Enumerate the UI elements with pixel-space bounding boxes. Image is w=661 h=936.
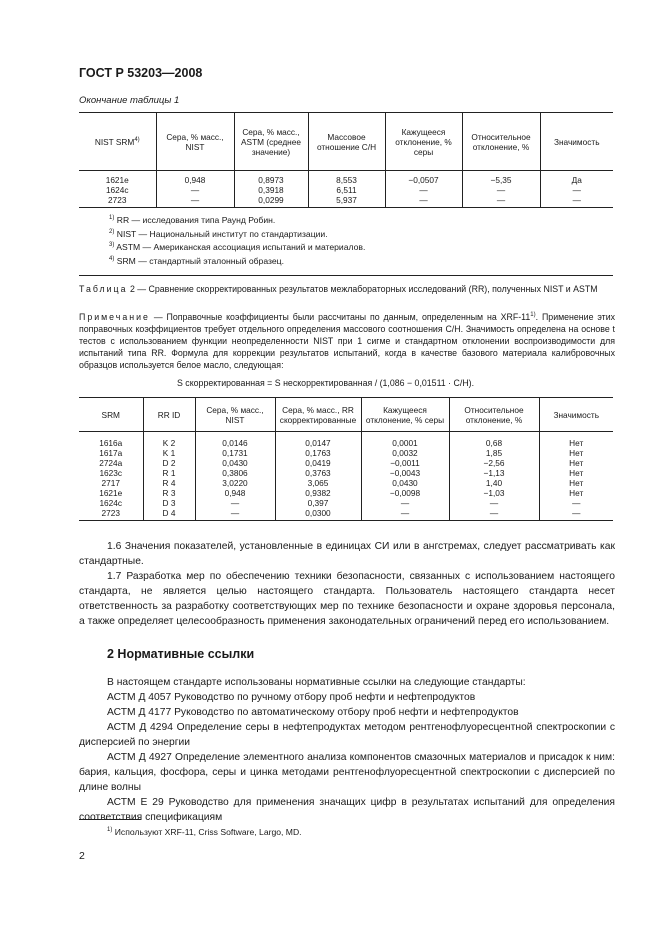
table-row bbox=[79, 185, 613, 195]
table-cell: 0,1731 bbox=[195, 448, 275, 458]
table2-header-cell: SRM bbox=[79, 398, 143, 432]
table-cell: R 4 bbox=[143, 478, 195, 488]
table1-footnote: $^{4)}$ SRM — стандартный эталонный образец. bbox=[109, 255, 284, 266]
table-cell: 0,0032 bbox=[361, 448, 449, 458]
table-cell: — bbox=[540, 195, 613, 208]
reference-item: АСТМ Е 29 Руководство для применения значащих цифр в результатах испытаний для определения соответствия спецификациям bbox=[79, 797, 615, 823]
table-cell: 0,0300 bbox=[275, 508, 361, 521]
table-cell: R 1 bbox=[143, 468, 195, 478]
table1-footnote: $^{3)}$ ASTM — Американская ассоциация испытаний и материалов. bbox=[109, 242, 366, 252]
normative-references bbox=[79, 675, 615, 825]
table-cell: 8,553 bbox=[308, 171, 385, 186]
section-2-title: 2 Нормативные ссылки bbox=[107, 647, 255, 661]
reference-item: АСТМ Д 4177 Руководство по автоматическому отбору проб нефти и нефтепродуктов bbox=[107, 707, 519, 718]
table-cell: 6,511 bbox=[308, 185, 385, 195]
table-cell: K 2 bbox=[143, 432, 195, 449]
table-cell: D 2 bbox=[143, 458, 195, 468]
table-cell: −1,13 bbox=[449, 468, 539, 478]
correction-formula: S скорректированная = S нескорректированная / (1,086 − 0,01511 · C/H). bbox=[177, 378, 475, 388]
table-cell: — bbox=[462, 195, 540, 208]
table1-footnotes bbox=[79, 208, 613, 276]
table-cell: −2,56 bbox=[449, 458, 539, 468]
table-cell: — bbox=[156, 195, 234, 208]
table-cell: 1624c bbox=[99, 498, 123, 508]
table2-header-cell: RR ID bbox=[143, 398, 195, 432]
reference-item: АСТМ Д 4294 Определение серы в нефтепродуктах методом рентгенофлуоресцентной спектроскопии с дисперсией по энергии bbox=[79, 722, 615, 748]
table-cell: R 3 bbox=[143, 488, 195, 498]
table-cell: 2724a bbox=[99, 458, 123, 468]
table2-header-cell: Значимость bbox=[539, 398, 613, 432]
table-cell: Нет bbox=[539, 468, 613, 478]
table-cell: 0,1763 bbox=[275, 448, 361, 458]
table-cell: 1623c bbox=[99, 468, 123, 478]
table-cell: 2723 bbox=[79, 508, 143, 521]
table-cell: −0,0507 bbox=[385, 171, 462, 186]
table-row bbox=[79, 508, 613, 521]
table1-footnote: $^{2)}$ NIST — Национальный институт по стандартизации. bbox=[109, 228, 328, 239]
table1-header-cell: Кажущееся отклонение, % серы bbox=[385, 113, 462, 171]
table-cell: 1624c bbox=[105, 185, 129, 195]
table-cell: 0,0419 bbox=[275, 458, 361, 468]
table-cell: −5,35 bbox=[462, 171, 540, 186]
table-cell: — bbox=[361, 508, 449, 521]
document-header: ГОСТ Р 53203—2008 bbox=[79, 66, 203, 80]
paragraph-1-7: 1.7 Разработка мер по обеспечению техники безопасности, связанных с использованием настоящего стандарта, не является целью настоящего стандарта. Пользователь настоящего стандарта несет ответственность за разработку соответствующих мер по технике безопасности и охране здоровья персонала, а также определяет целесообразность применения законодательных ограничений перед его использованием. bbox=[79, 571, 615, 627]
table-cell: 3,0220 bbox=[195, 478, 275, 488]
table-cell: 2723 bbox=[79, 195, 156, 208]
table-cell: Нет bbox=[539, 432, 613, 449]
table-cell: D 4 bbox=[143, 508, 195, 521]
table1-footnote: $^{1)}$ RR — исследования типа Раунд Робин. bbox=[109, 215, 276, 225]
table-cell: 0,0430 bbox=[361, 478, 449, 488]
table-cell: — bbox=[539, 508, 613, 521]
table-cell: Нет bbox=[539, 478, 613, 488]
reference-item: АСТМ Д 4927 Определение элементного анализа компонентов смазочных материалов и присадок к ним: бария, кальция, фосфора, серы и цинка методами рентгенофлуоресцентной спектроскопии с дисперсией по длине волны bbox=[79, 752, 615, 793]
table-cell: K 1 bbox=[143, 448, 195, 458]
table1-body bbox=[79, 171, 613, 208]
page-footnote: $^{1)}$ Используют XRF-11, Criss Software, Largo, MD. bbox=[107, 827, 302, 837]
table-cell: — bbox=[540, 185, 613, 195]
table-cell: Нет bbox=[539, 488, 613, 498]
table-cell: 0,68 bbox=[449, 432, 539, 449]
table1-header-cell: Относительное отклонение, % bbox=[462, 113, 540, 171]
table-cell: 2717 bbox=[101, 478, 120, 488]
table-cell: 0,0299 bbox=[234, 195, 308, 208]
table2-header-cell: Сера, % масс., NIST bbox=[195, 398, 275, 432]
page-number: 2 bbox=[79, 850, 85, 862]
table-cell: — bbox=[361, 498, 449, 508]
table-cell: — bbox=[385, 195, 462, 208]
table-cell: — bbox=[449, 508, 539, 521]
table-cell: 0,948 bbox=[156, 171, 234, 186]
table2-header-cell: Кажущееся отклонение, % серы bbox=[361, 398, 449, 432]
table-cell: Нет bbox=[539, 458, 613, 468]
table-cell: — bbox=[195, 498, 275, 508]
table-cell: — bbox=[449, 498, 539, 508]
table-row bbox=[79, 171, 613, 186]
table2-caption: Таблица 2 — Сравнение скорректированных результатов межлабораторных исследований (RR), полученных NIST и ASTM bbox=[79, 284, 598, 294]
table2-note: Примечание — Поправочные коэффициенты были рассчитаны по данным, определенным на XRF-11$^{1)}$. Применение этих поправочных коэффициентов требует отдельного определения массового соотношения C/H. Значимость определена на основе t тестов с использованием функции неопределенности NIST при 1 сигме и стандартном отклонении воспроизводимости для испытаний типа RR. Формула для коррекции результатов испытаний, когда в качестве базового материала калибровочных образцов используется белое масло, следующая: bbox=[79, 312, 616, 370]
table2-body bbox=[79, 432, 613, 521]
table-cell: — bbox=[385, 185, 462, 195]
table1-header-row bbox=[79, 113, 613, 171]
table-cell: −0,0043 bbox=[361, 468, 449, 478]
table-cell: 3,065 bbox=[275, 478, 361, 488]
table-cell: 0,948 bbox=[195, 488, 275, 498]
table1-header-cell: Сера, % масс., NIST bbox=[156, 113, 234, 171]
table-cell: 0,3763 bbox=[275, 468, 361, 478]
table-cell: 5,937 bbox=[308, 195, 385, 208]
table-row bbox=[79, 488, 613, 498]
table1-header-cell: Сера, % масс., ASTM (среднее значение) bbox=[234, 113, 308, 171]
table-cell: 1621e bbox=[105, 175, 129, 185]
table-cell: 1617a bbox=[99, 448, 123, 458]
footnote-divider bbox=[79, 819, 141, 820]
table2-header-cell: Сера, % масс., RR скорректированные bbox=[275, 398, 361, 432]
table-cell: Да bbox=[540, 171, 613, 186]
table-row bbox=[79, 458, 613, 468]
table-row bbox=[79, 498, 613, 508]
table-cell: — bbox=[462, 185, 540, 195]
table-cell: 1,40 bbox=[449, 478, 539, 488]
table1-header-cell: Значимость bbox=[540, 113, 613, 171]
table-cell: D 3 bbox=[143, 498, 195, 508]
table1-header-cell: NIST SRM$^{4)}$ bbox=[79, 113, 156, 171]
table-row bbox=[79, 478, 613, 488]
table-row bbox=[79, 468, 613, 478]
table-cell: 1616a bbox=[99, 438, 123, 448]
table2-header-cell: Относительное отклонение, % bbox=[449, 398, 539, 432]
paragraph-1-6: 1.6 Значения показателей, установленные в единицах СИ или в ангстремах, следует рассматривать как стандартные. bbox=[79, 541, 615, 567]
table2 bbox=[79, 397, 613, 521]
table-cell: 0,0146 bbox=[195, 432, 275, 449]
table-cell: 1621e bbox=[99, 488, 123, 498]
table-cell: 0,0430 bbox=[195, 458, 275, 468]
table1 bbox=[79, 112, 613, 276]
references-intro: В настоящем стандарте использованы нормативные ссылки на следующие стандарты: bbox=[107, 677, 526, 688]
table-cell: 0,3806 bbox=[195, 468, 275, 478]
table1-header-cell: Массовое отношение C/H bbox=[308, 113, 385, 171]
table-cell: — bbox=[539, 498, 613, 508]
reference-item: АСТМ Д 4057 Руководство по ручному отбору проб нефти и нефтепродуктов bbox=[107, 692, 476, 703]
table-cell: 1,85 bbox=[449, 448, 539, 458]
table-cell: 0,8973 bbox=[234, 171, 308, 186]
table-cell: 0,397 bbox=[275, 498, 361, 508]
table-row bbox=[79, 432, 613, 449]
table-cell: 0,3918 bbox=[234, 185, 308, 195]
scope-paragraphs bbox=[79, 539, 615, 629]
table2-header-row bbox=[79, 398, 613, 432]
table-cell: −0,0011 bbox=[361, 458, 449, 468]
table-cell: −1,03 bbox=[449, 488, 539, 498]
table-cell: — bbox=[156, 185, 234, 195]
table-row bbox=[79, 448, 613, 458]
table-cell: 0,0001 bbox=[361, 432, 449, 449]
table-cell: Нет bbox=[539, 448, 613, 458]
table-cell: −0,0098 bbox=[361, 488, 449, 498]
table-row bbox=[79, 195, 613, 208]
table-cell: 0,9382 bbox=[275, 488, 361, 498]
table-cell: 0,0147 bbox=[275, 432, 361, 449]
table-cell: — bbox=[195, 508, 275, 521]
table1-caption: Окончание таблицы 1 bbox=[79, 95, 180, 106]
